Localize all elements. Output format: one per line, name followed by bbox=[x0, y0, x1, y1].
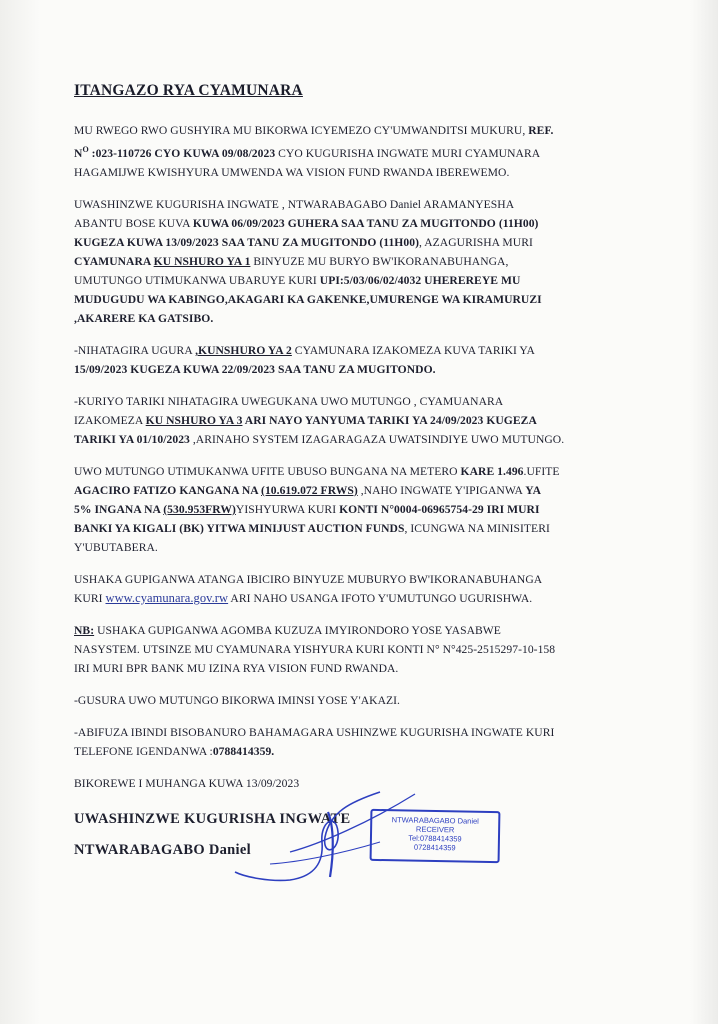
receiver-stamp: NTWARABAGABO Daniel RECEIVER Tel:0788414359 0728414359 bbox=[370, 809, 501, 863]
paragraph-third-auction: -KURIYO TARIKI NIHATAGIRA UWEGUKANA UWO MUTUNGO , CYAMUANARA IZAKOMEZA KU NSHURO YA 3 ARI NAYO YANYUMA TARIKI YA 24/09/2023 KUGEZA TARIKI YA 01/10/2023 ,ARINAHO SYSTEM IZAGARAGAZA UWATSINDIYE UWO MUTUNGO. bbox=[74, 394, 565, 446]
notice-body bbox=[74, 82, 654, 859]
paragraph-contact: -ABIFUZA IBINDI BISOBANURO BAHAMAGARA USHINZWE KUGURISHA INGWATE KURI TELEFONE IGENDANWA :0788414359. bbox=[74, 725, 555, 758]
paragraph-first-auction: UWASHINZWE KUGURISHA INGWATE , NTWARABAGABO Daniel ARAMANYESHA ABANTU BOSE KUVA KUWA 06/09/2023 GUHERA SAA TANU ZA MUGITONDO (11H00) KUGEZA KUWA 13/09/2023 SAA TANU ZA MUGITONDO (11H00), AZAGURISHA MURI CYAMUNARA KU NSHURO YA 1 BINYUZE MU BURYO BW'IKORANABUHANGA, UMUTUNGO UTIMUKANWA UBARUYE KURI UPI:5/03/06/02/4032 UHEREREYE MU MUDUGUDU WA KABINGO,AKAGARI KA GAKENKE,UMURENGE WA KIRAMURUZI ,AKARERE KA GATSIBO. bbox=[74, 197, 542, 325]
date-line: BIKOREWE I MUHANGA KUWA 13/09/2023 bbox=[74, 776, 300, 790]
paragraph-property-value: UWO MUTUNGO UTIMUKANWA UFITE UBUSO BUNGANA NA METERO KARE 1.496.UFITE AGACIRO FATIZO KANGANA NA (10.619.072 FRWS) ,NAHO INGWATE Y'IPIGANWA YA 5% INGANA NA (530.953FRW)YISHYURWA KURI KONTI N°0004-06965754-29 IRI MURI BANKI YA KIGALI (BK) YITWA MINIJUST AUCTION FUNDS, ICUNGWA NA MINISITERI Y'UBUTABERA. bbox=[74, 464, 560, 554]
signatory-name: NTWARABAGABO Daniel bbox=[74, 841, 251, 858]
paragraph-nb: NB: USHAKA GUPIGANWA AGOMBA KUZUZA IMYIRONDORO YOSE YASABWE NASYSTEM. UTSINZE MU CYAMUNARA YISHYURA KURI KONTI N° N°425-2515297-10-158 IRI MURI BPR BANK MU IZINA RYA VISION FUND RWANDA. bbox=[74, 623, 556, 675]
signatory-title: UWASHINZWE KUGURISHA INGWATE bbox=[74, 810, 351, 827]
cyamunara-website-link[interactable]: www.cyamunara.gov.rw bbox=[105, 590, 229, 605]
paragraph-visits: -GUSURA UWO MUTUNGO BIKORWA IMINSI YOSE Y'AKAZI. bbox=[74, 693, 400, 707]
paragraph-second-auction: -NIHATAGIRA UGURA ,KUNSHURO YA 2 CYAMUNARA IZAKOMEZA KUVA TARIKI YA 15/09/2023 KUGEZA KUWA 22/09/2023 SAA TANU ZA MUGITONDO. bbox=[74, 343, 535, 376]
paragraph-bidding-online: USHAKA GUPIGANWA ATANGA IBICIRO BINYUZE MUBURYO BW'IKORANABUHANGA KURI www.cyamunara.gov.rw ARI NAHO USANGA IFOTO Y'UMUTUNGO UGURISHWA. bbox=[74, 572, 543, 605]
notice-title: ITANGAZO RYA CYAMUNARA bbox=[74, 82, 303, 99]
paragraph-decision: MU RWEGO RWO GUSHYIRA MU BIKORWA ICYEMEZO CY'UMWANDITSI MUKURU, REF. $N^O$ :023-110726 CYO KUWA 09/08/2023 CYO KUGURISHA INGWATE MURI CYAMUNARA HAGAMIJWE KWISHYURA UMWENDA WA VISION FUND RWANDA IBEREWEMO. bbox=[74, 124, 554, 179]
